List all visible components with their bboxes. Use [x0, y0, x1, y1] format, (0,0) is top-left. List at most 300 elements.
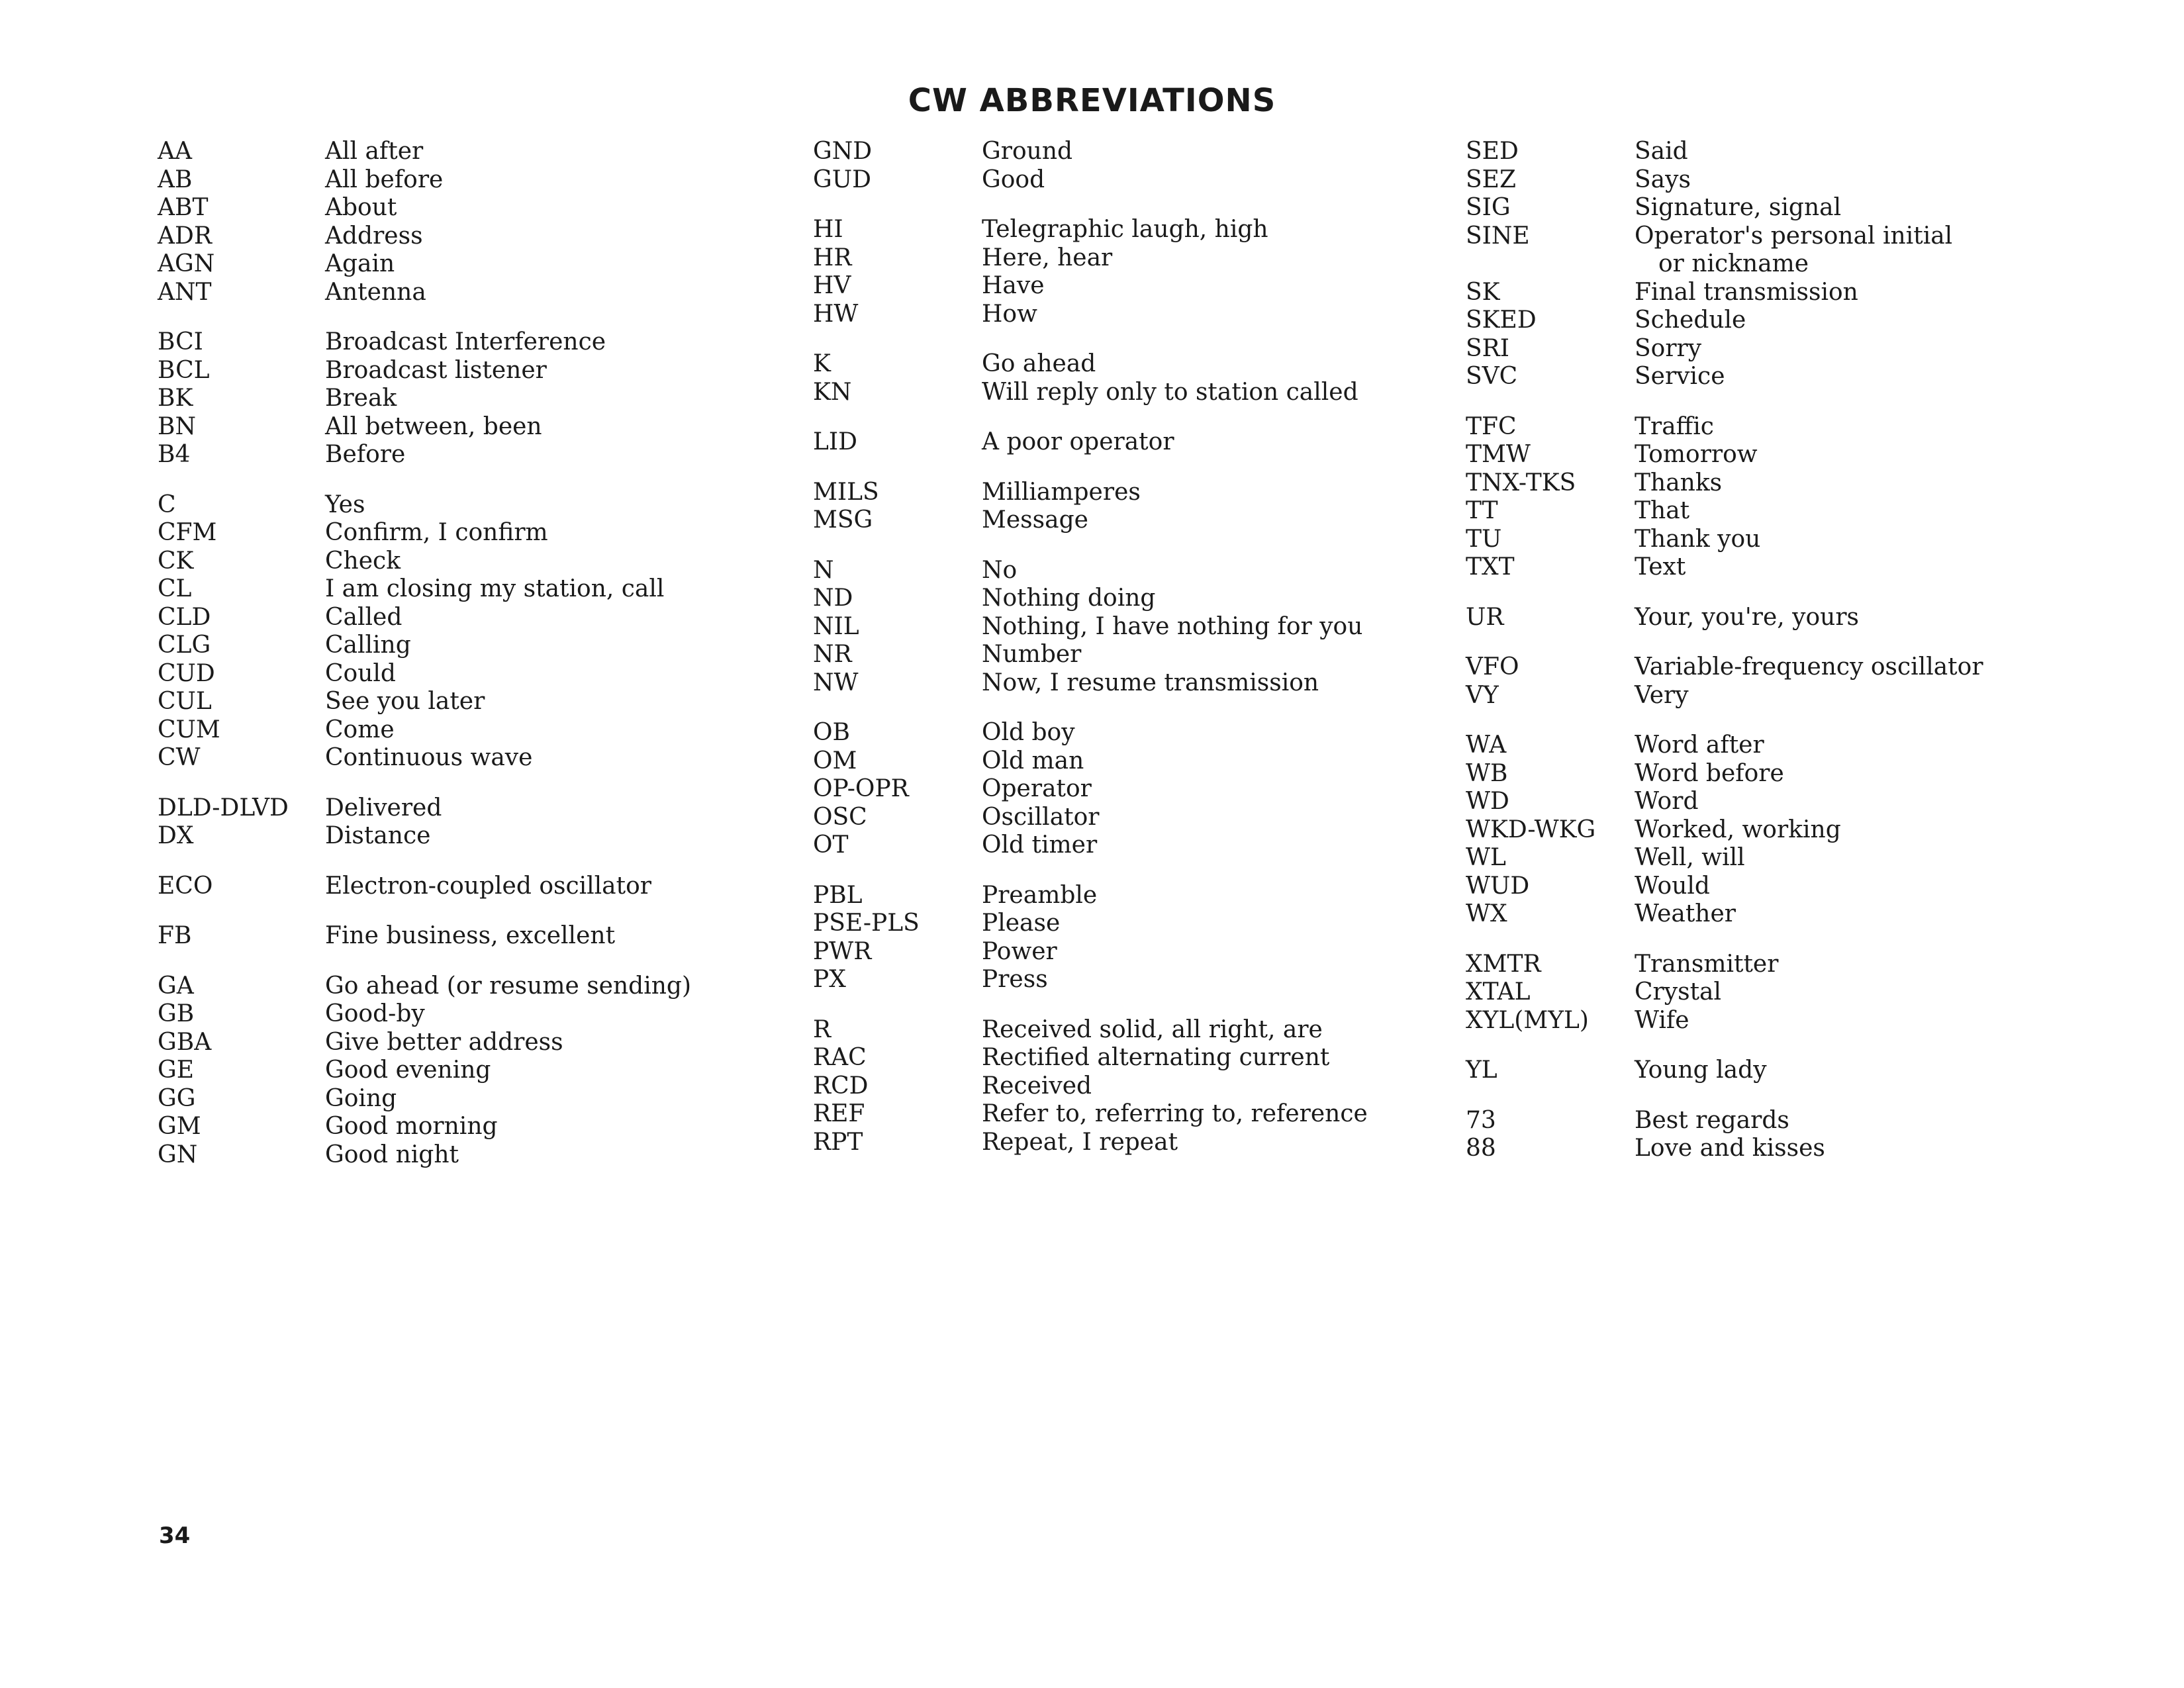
abbreviation-code: GA — [158, 972, 194, 1000]
abbreviation-row — [813, 379, 1368, 407]
abbreviation-row — [158, 1085, 691, 1113]
abbreviation-row — [813, 1044, 1368, 1072]
abbreviation-meaning: Thank you — [1635, 525, 1761, 553]
abbreviation-code: WX — [1466, 900, 1507, 927]
abbreviation-row — [813, 831, 1368, 860]
abbreviation-group — [813, 719, 1368, 860]
abbreviation-code: WD — [1466, 788, 1509, 815]
abbreviation-meaning: Telegraphic laugh, high — [982, 216, 1268, 243]
abbreviation-code: SVC — [1466, 363, 1518, 390]
abbreviation-meaning: Received — [982, 1072, 1092, 1100]
abbreviation-code: LID — [813, 428, 857, 455]
abbreviation-code: 88 — [1466, 1135, 1496, 1162]
abbreviation-row — [158, 744, 691, 773]
abbreviation-row — [1466, 788, 1983, 816]
abbreviation-meaning: Final transmission — [1635, 278, 1858, 306]
abbreviation-row — [813, 216, 1368, 244]
abbreviation-meaning: Electron-coupled oscillator — [325, 872, 651, 900]
abbreviation-meaning: Good — [982, 165, 1045, 193]
abbreviation-meaning: Broadcast listener — [325, 356, 547, 384]
abbreviation-row — [1466, 978, 1983, 1007]
abbreviation-row — [1466, 1135, 1983, 1163]
abbreviation-group — [813, 882, 1368, 994]
abbreviation-meaning: Received solid, all right, are — [982, 1015, 1323, 1043]
abbreviation-row — [813, 966, 1368, 994]
abbreviation-group — [813, 216, 1368, 328]
abbreviation-meaning: Refer to, referring to, reference — [982, 1100, 1368, 1127]
abbreviation-meaning: Good evening — [325, 1056, 491, 1084]
abbreviation-meaning: Old man — [982, 747, 1084, 774]
abbreviation-row — [158, 166, 691, 195]
abbreviation-group — [1466, 653, 1983, 710]
abbreviation-meaning: Calling — [325, 632, 411, 659]
abbreviation-meaning: All before — [325, 165, 444, 193]
abbreviation-code: NW — [813, 669, 859, 696]
abbreviation-row — [1466, 222, 1983, 251]
abbreviation-row — [1466, 279, 1983, 307]
abbreviation-row — [813, 272, 1368, 301]
abbreviation-row — [813, 350, 1368, 379]
abbreviation-code: ND — [813, 585, 853, 612]
abbreviation-code: GND — [813, 138, 873, 165]
abbreviation-code: XMTR — [1466, 950, 1541, 978]
abbreviation-meaning: Traffic — [1635, 412, 1714, 440]
abbreviation-meaning: Best regards — [1635, 1106, 1789, 1134]
abbreviation-group — [813, 350, 1368, 406]
abbreviation-meaning: Distance — [325, 822, 431, 849]
abbreviation-meaning: How — [982, 300, 1037, 328]
abbreviation-column-2 — [813, 138, 1368, 1178]
abbreviation-code: WA — [1466, 731, 1507, 759]
abbreviation-meaning: Broadcast Interference — [325, 328, 606, 355]
abbreviation-code: AGN — [158, 250, 215, 277]
abbreviation-meaning: Now, I resume transmission — [982, 669, 1319, 696]
abbreviation-code: TMW — [1466, 441, 1531, 468]
abbreviation-code: C — [158, 491, 176, 518]
abbreviation-code: OT — [813, 831, 849, 859]
abbreviation-meaning: Nothing doing — [982, 585, 1156, 612]
abbreviation-row — [1466, 951, 1983, 979]
abbreviation-code: REF — [813, 1100, 865, 1127]
abbreviation-row — [1466, 469, 1983, 498]
abbreviation-meaning: Could — [325, 659, 396, 687]
abbreviation-code: SK — [1466, 278, 1500, 306]
abbreviation-meaning: I am closing my station, call — [325, 575, 665, 602]
abbreviation-row — [158, 794, 691, 823]
abbreviation-code: HI — [813, 216, 843, 243]
abbreviation-code: K — [813, 350, 831, 377]
abbreviation-code: ABT — [158, 194, 209, 221]
abbreviation-meaning: Good night — [325, 1141, 459, 1168]
abbreviation-row — [813, 747, 1368, 776]
abbreviation-meaning: Word — [1635, 788, 1699, 815]
abbreviation-row — [813, 882, 1368, 910]
abbreviation-code: OSC — [813, 803, 867, 831]
abbreviation-code: WL — [1466, 844, 1506, 871]
abbreviation-meaning: Service — [1635, 363, 1725, 390]
abbreviation-meaning: Worked, working — [1635, 816, 1841, 843]
abbreviation-row — [158, 250, 691, 279]
abbreviation-code: GB — [158, 1000, 195, 1027]
abbreviation-code: NIL — [813, 612, 859, 640]
abbreviation-code: TNX-TKS — [1466, 469, 1576, 496]
abbreviation-code: SIG — [1466, 194, 1511, 221]
abbreviation-meaning: Delivered — [325, 794, 442, 821]
abbreviation-group — [158, 872, 691, 901]
abbreviation-row — [1466, 441, 1983, 469]
abbreviation-group — [1466, 731, 1983, 929]
abbreviation-meaning: Young lady — [1635, 1056, 1767, 1084]
abbreviation-code: XTAL — [1466, 978, 1531, 1006]
abbreviation-meaning: Transmitter — [1635, 950, 1779, 978]
abbreviation-code: CLD — [158, 603, 211, 631]
abbreviation-code: SEZ — [1466, 165, 1516, 193]
abbreviation-meaning: Variable-frequency oscillator — [1635, 653, 1983, 680]
abbreviation-column-3 — [1466, 138, 1983, 1185]
abbreviation-row — [1466, 653, 1983, 682]
abbreviation-meaning: Repeat, I repeat — [982, 1128, 1178, 1156]
abbreviation-row — [813, 910, 1368, 938]
abbreviation-code: AA — [158, 138, 192, 165]
abbreviation-row — [813, 428, 1368, 457]
abbreviation-code: TT — [1466, 497, 1498, 524]
abbreviation-group — [158, 972, 691, 1170]
abbreviation-code: MSG — [813, 506, 873, 534]
abbreviation-code: RAC — [813, 1044, 867, 1071]
abbreviation-code: UR — [1466, 603, 1504, 631]
abbreviation-meaning: Preamble — [982, 881, 1098, 909]
abbreviation-meaning: Good morning — [325, 1113, 498, 1140]
abbreviation-column-1 — [158, 138, 691, 1191]
abbreviation-code: GUD — [813, 165, 871, 193]
abbreviation-row — [158, 222, 691, 251]
abbreviation-code: B4 — [158, 441, 191, 468]
abbreviation-row — [158, 519, 691, 547]
abbreviation-meaning: Go ahead (or resume sending) — [325, 972, 692, 1000]
abbreviation-row — [158, 972, 691, 1001]
abbreviation-code: BK — [158, 385, 193, 412]
abbreviation-meaning: Again — [325, 250, 395, 277]
abbreviation-code: CL — [158, 575, 192, 602]
abbreviation-code: SKED — [1466, 306, 1537, 334]
abbreviation-row — [158, 413, 691, 442]
abbreviation-code: SED — [1466, 138, 1519, 165]
abbreviation-code: PSE-PLS — [813, 910, 920, 937]
abbreviation-code: OM — [813, 747, 857, 774]
abbreviation-code: KN — [813, 378, 852, 406]
abbreviation-row — [1466, 138, 1983, 166]
abbreviation-meaning: Will reply only to station called — [982, 378, 1358, 406]
abbreviation-code: SRI — [1466, 334, 1509, 362]
abbreviation-meaning: Going — [325, 1084, 397, 1112]
abbreviation-meaning: Go ahead — [982, 350, 1096, 377]
abbreviation-meaning: Oscillator — [982, 803, 1100, 831]
abbreviation-row — [1466, 872, 1983, 901]
abbreviation-meaning: Press — [982, 966, 1048, 993]
abbreviation-row — [1466, 553, 1983, 582]
abbreviation-code: BCI — [158, 328, 203, 355]
abbreviation-code: BN — [158, 412, 196, 440]
abbreviation-code: MILS — [813, 478, 879, 506]
abbreviation-meaning: Wife — [1635, 1006, 1689, 1034]
abbreviation-row — [158, 279, 691, 307]
abbreviation-code: ANT — [158, 278, 212, 306]
abbreviation-row — [1466, 335, 1983, 363]
abbreviation-group — [813, 1016, 1368, 1157]
abbreviation-group — [158, 794, 691, 851]
abbreviation-row — [813, 613, 1368, 641]
abbreviation-code: PX — [813, 966, 846, 993]
abbreviation-meaning: Thanks — [1635, 469, 1723, 496]
abbreviation-meaning: Said — [1635, 138, 1688, 165]
abbreviation-group — [158, 138, 691, 306]
abbreviation-code: HR — [813, 244, 852, 271]
abbreviation-code: YL — [1466, 1056, 1497, 1084]
abbreviation-meaning: Yes — [325, 491, 365, 518]
abbreviation-code: RPT — [813, 1128, 863, 1156]
abbreviation-meaning: Operator's personal initial — [1635, 222, 1953, 250]
abbreviation-meaning: Have — [982, 272, 1045, 299]
abbreviation-row — [158, 872, 691, 901]
abbreviation-meaning: Confirm, I confirm — [325, 519, 548, 546]
abbreviation-row — [813, 938, 1368, 966]
abbreviation-row — [158, 575, 691, 604]
abbreviation-row — [1466, 306, 1983, 335]
abbreviation-row — [158, 441, 691, 469]
abbreviation-code: N — [813, 556, 834, 584]
abbreviation-code: SINE — [1466, 222, 1530, 250]
abbreviation-meaning: Well, will — [1635, 844, 1745, 871]
abbreviation-meaning: or nickname — [1658, 250, 1809, 277]
abbreviation-group — [1466, 604, 1983, 632]
abbreviation-code: HW — [813, 300, 859, 328]
abbreviation-row — [158, 1029, 691, 1057]
abbreviation-meaning: No — [982, 556, 1018, 584]
abbreviation-code: VFO — [1466, 653, 1519, 680]
abbreviation-row — [813, 669, 1368, 698]
abbreviation-code: CFM — [158, 519, 217, 546]
abbreviation-code: DX — [158, 822, 194, 849]
abbreviation-meaning: Called — [325, 603, 403, 631]
abbreviation-row — [813, 557, 1368, 585]
abbreviation-code: PWR — [813, 937, 872, 965]
abbreviation-row — [158, 1056, 691, 1085]
abbreviation-row — [158, 660, 691, 688]
abbreviation-row — [158, 1141, 691, 1170]
abbreviation-group — [1466, 1107, 1983, 1163]
abbreviation-code: CUM — [158, 716, 220, 743]
abbreviation-meaning: See you later — [325, 688, 485, 715]
abbreviation-meaning: Power — [982, 937, 1057, 965]
abbreviation-meaning: Antenna — [325, 278, 426, 306]
abbreviation-row — [813, 244, 1368, 273]
abbreviation-code: CUL — [158, 688, 212, 715]
abbreviation-row — [1466, 497, 1983, 526]
abbreviation-row — [1466, 900, 1983, 929]
abbreviation-meaning: Old timer — [982, 831, 1098, 859]
abbreviation-code: TU — [1466, 525, 1502, 553]
abbreviation-code: TXT — [1466, 553, 1515, 581]
abbreviation-group — [158, 491, 691, 773]
abbreviation-code: XYL(MYL) — [1466, 1006, 1589, 1034]
abbreviation-code: PBL — [813, 881, 863, 909]
abbreviation-code — [1466, 250, 1635, 279]
abbreviation-row — [1466, 413, 1983, 442]
abbreviation-code: DLD-DLVD — [158, 794, 289, 821]
abbreviation-code: CLG — [158, 632, 211, 659]
abbreviation-meaning: Continuous wave — [325, 744, 533, 771]
abbreviation-row — [813, 641, 1368, 669]
abbreviation-meaning: All between, been — [325, 412, 542, 440]
abbreviation-meaning: Good-by — [325, 1000, 425, 1027]
abbreviation-code: BCL — [158, 356, 210, 384]
abbreviation-group — [813, 557, 1368, 698]
abbreviation-meaning: That — [1635, 497, 1690, 524]
abbreviation-group — [1466, 138, 1983, 391]
abbreviation-code: NR — [813, 641, 852, 668]
abbreviation-row — [158, 194, 691, 222]
abbreviation-row — [813, 804, 1368, 832]
abbreviation-meaning: Check — [325, 547, 401, 575]
abbreviation-row — [158, 604, 691, 632]
abbreviation-code: OB — [813, 719, 850, 746]
abbreviation-group — [1466, 413, 1983, 582]
abbreviation-row — [1466, 363, 1983, 391]
abbreviation-row — [1466, 1056, 1983, 1085]
abbreviation-row — [813, 138, 1368, 166]
abbreviation-meaning: Text — [1635, 553, 1686, 581]
abbreviation-code: HV — [813, 272, 851, 299]
abbreviation-code: ADR — [158, 222, 212, 250]
abbreviation-row — [1466, 844, 1983, 872]
abbreviation-group — [1466, 1056, 1983, 1085]
abbreviation-meaning: Signature, signal — [1635, 194, 1842, 221]
abbreviation-row — [1466, 682, 1983, 710]
abbreviation-row — [813, 479, 1368, 507]
abbreviation-code: CK — [158, 547, 194, 575]
abbreviation-row — [158, 922, 691, 951]
abbreviation-meaning: Give better address — [325, 1028, 563, 1056]
abbreviation-row — [1466, 1107, 1983, 1135]
abbreviation-meaning: Come — [325, 716, 395, 743]
abbreviation-meaning: Word before — [1635, 759, 1784, 787]
abbreviation-meaning: Ground — [982, 138, 1073, 165]
abbreviation-code: GG — [158, 1084, 196, 1112]
abbreviation-meaning: Sorry — [1635, 334, 1702, 362]
abbreviation-row — [813, 719, 1368, 747]
abbreviation-meaning: Address — [325, 222, 423, 250]
abbreviation-row — [158, 547, 691, 576]
abbreviation-row — [158, 688, 691, 716]
abbreviation-row — [1466, 1007, 1983, 1035]
abbreviation-meaning: Message — [982, 506, 1088, 534]
abbreviation-row — [158, 1000, 691, 1029]
abbreviation-meaning: Very — [1635, 681, 1689, 709]
abbreviation-meaning: Crystal — [1635, 978, 1722, 1006]
abbreviation-row — [813, 506, 1368, 535]
abbreviation-code: CW — [158, 744, 201, 771]
abbreviation-code: WUD — [1466, 872, 1530, 900]
abbreviation-row — [1466, 816, 1983, 845]
abbreviation-row — [1466, 526, 1983, 554]
abbreviation-code: CUD — [158, 659, 215, 687]
abbreviation-meaning: Old boy — [982, 719, 1075, 746]
abbreviation-row — [1466, 760, 1983, 788]
abbreviation-code: RCD — [813, 1072, 869, 1100]
abbreviation-group — [158, 922, 691, 951]
abbreviation-code: VY — [1466, 681, 1499, 709]
abbreviation-row — [158, 822, 691, 851]
abbreviation-code: AB — [158, 165, 193, 193]
abbreviation-row — [1466, 194, 1983, 222]
abbreviation-row — [813, 1129, 1368, 1157]
abbreviation-meaning: Break — [325, 385, 397, 412]
page-title: CW ABBREVIATIONS — [908, 82, 1276, 120]
abbreviation-meaning: All after — [325, 138, 424, 165]
abbreviation-row — [813, 775, 1368, 804]
abbreviation-group — [158, 328, 691, 469]
abbreviation-meaning: Schedule — [1635, 306, 1746, 334]
abbreviation-row — [1466, 731, 1983, 760]
abbreviation-meaning: Love and kisses — [1635, 1135, 1825, 1162]
abbreviation-row — [1466, 250, 1983, 279]
abbreviation-row — [158, 491, 691, 520]
abbreviation-meaning: Number — [982, 641, 1082, 668]
abbreviation-meaning: Please — [982, 910, 1061, 937]
abbreviation-row — [813, 166, 1368, 195]
abbreviation-row — [813, 1100, 1368, 1129]
abbreviation-row — [158, 716, 691, 745]
abbreviation-meaning: Before — [325, 441, 406, 468]
abbreviation-code: GBA — [158, 1028, 212, 1056]
abbreviation-group — [813, 479, 1368, 535]
abbreviation-code: GE — [158, 1056, 195, 1084]
abbreviation-code: 73 — [1466, 1106, 1496, 1134]
abbreviation-code: GN — [158, 1141, 198, 1168]
abbreviation-meaning: A poor operator — [982, 428, 1174, 455]
abbreviation-code: OP-OPR — [813, 775, 909, 802]
abbreviation-row — [813, 1072, 1368, 1101]
abbreviation-row — [158, 357, 691, 385]
abbreviation-row — [158, 138, 691, 166]
abbreviation-code: WB — [1466, 759, 1508, 787]
abbreviation-row — [813, 301, 1368, 329]
abbreviation-meaning: Tomorrow — [1635, 441, 1758, 468]
abbreviation-meaning: Word after — [1635, 731, 1764, 759]
abbreviation-meaning: Nothing, I have nothing for you — [982, 612, 1363, 640]
abbreviation-code: TFC — [1466, 412, 1517, 440]
page-number: 34 — [159, 1523, 191, 1549]
abbreviation-row — [158, 632, 691, 660]
abbreviation-group — [813, 428, 1368, 457]
abbreviation-meaning: Your, you're, yours — [1635, 603, 1860, 631]
abbreviation-row — [813, 585, 1368, 613]
abbreviation-meaning: Milliamperes — [982, 478, 1141, 506]
abbreviation-meaning: Here, hear — [982, 244, 1113, 271]
abbreviation-row — [158, 385, 691, 413]
abbreviation-code: FB — [158, 922, 192, 949]
abbreviation-meaning: Weather — [1635, 900, 1736, 927]
abbreviation-row — [1466, 604, 1983, 632]
abbreviation-group — [813, 138, 1368, 194]
abbreviation-code: ECO — [158, 872, 213, 900]
abbreviation-code: WKD-WKG — [1466, 816, 1596, 843]
abbreviation-row — [1466, 166, 1983, 195]
abbreviation-meaning: About — [325, 194, 397, 221]
abbreviation-code: GM — [158, 1113, 201, 1140]
abbreviation-code: R — [813, 1015, 831, 1043]
abbreviation-meaning: Rectified alternating current — [982, 1044, 1330, 1071]
